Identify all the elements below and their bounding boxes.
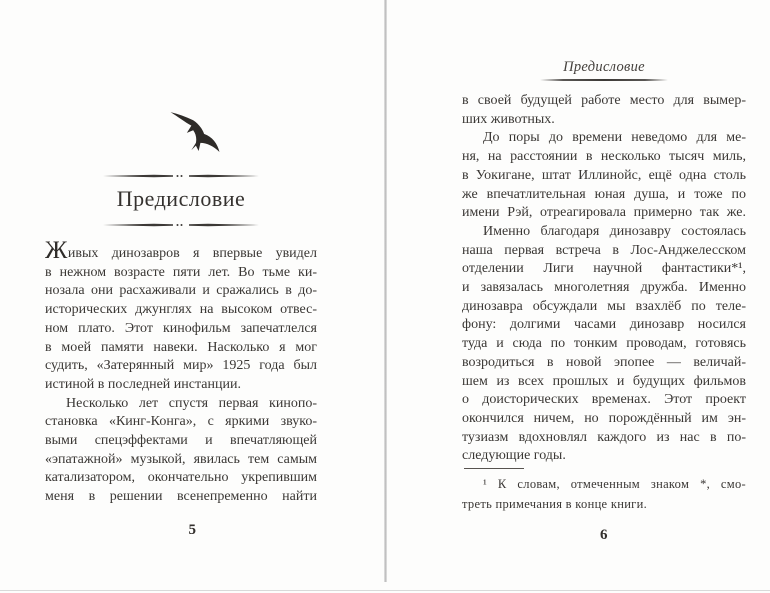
- page-number-right: 6: [600, 527, 608, 543]
- right-page: [462, 0, 746, 514]
- footnote: ¹ К словам, отмеченным знаком *, смо- треть примечания в конце книги.: [462, 477, 746, 511]
- scan-bottom-edge: [0, 590, 770, 591]
- ornament-divider-bottom: [102, 221, 260, 229]
- paragraph-lines: в своей будущей работе место для вымер- ших животных.: [462, 93, 746, 127]
- right-page-body: [462, 92, 746, 466]
- dropcap-line: [45, 237, 317, 264]
- paragraph-lines: Несколько лет спустя первая кинопо- становка «Кинг-Конга», с яркими звуко- выми спецэффектами и впечатляющей «эпатажной» музыкой, явилась тем самым катализатором, окончательно укрепившим меня в решении всенепременно найти: [45, 395, 317, 505]
- page-spine-separator: [384, 0, 387, 582]
- paragraph-lines: в нежном возрасте пяти лет. Во тьме ки- нозала они расхаживали и сражались в до- исторических джунглях на высоком отвес- ном плато. Этот кинофильм запечатлелся в моей памяти навеки. Насколько я мог судить, «Затерянный мир» 1925 года был истиной в последней инстанции.: [45, 264, 317, 392]
- running-header: Предисловие: [563, 59, 645, 75]
- paragraph: [45, 237, 317, 395]
- pterodactyl-icon: [166, 106, 224, 158]
- dropcap-initial: Ж: [45, 237, 68, 264]
- chapter-title: Предисловие: [116, 186, 246, 211]
- paragraph-lines: До поры до времени неведомо для ме- ня, на расстоянии в несколько тысяч миль, в Уокигане, штат Иллинойс, ещё одна столь же впечатлительная юная душа, и тоже по имени Рэй, отреагировала примерно так же.: [462, 130, 746, 221]
- paragraph-lines: Именно благодаря динозавру состоялась наша первая встреча в Лос-Анджелесском отделении Лиги научной фантастики*¹, и завязалась многолетняя дружба. Именно динозавра обсуждали мы взахлёб по теле- фону: долгими часами динозавр носился туда и сюда по тонким проводам, готовясь возродиться в новой эпопее — величай- шем из всех прошлых и будущих фильмов о доисторических временах. Этот проект окончился ничем, но порождённый им эн- тузиазм вдохновлял каждого из нас в по- следующие годы.: [462, 223, 746, 464]
- ornament-divider-top: [102, 172, 260, 180]
- left-page: [45, 0, 317, 507]
- dropcap-line-text: ивых динозавров я впервые увидел: [67, 246, 317, 261]
- left-page-body: [45, 237, 317, 507]
- page-number-left: 5: [188, 522, 197, 538]
- footnote-divider: [464, 468, 524, 469]
- running-header-rule: [540, 79, 668, 81]
